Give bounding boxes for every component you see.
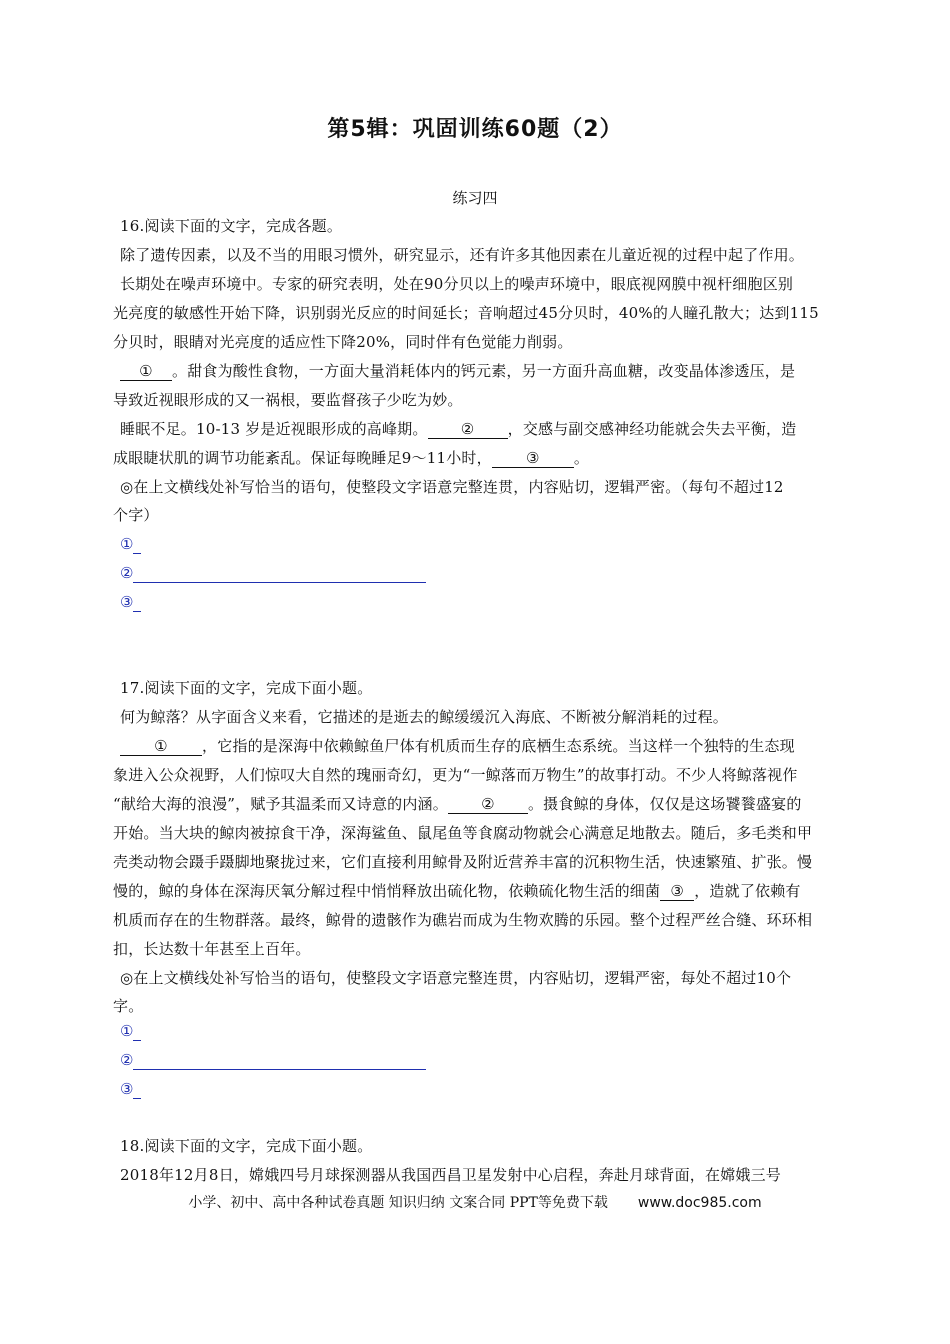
q18-paragraph: 2018年12月8日，嫦娥四号月球探测器从我国西昌卫星发射中心启程，奔赴月球背面，在嫦娥三号 — [120, 1166, 782, 1184]
footer-url[interactable]: www.doc985.com — [637, 1195, 762, 1211]
q17-paragraph: ① ，它指的是深海中依赖鲸鱼尸体有机质而生存的底栖生态系统。当这样一个独特的生态现 — [120, 736, 880, 756]
q16-paragraph: ① 。甜食为酸性食物，一方面大量消耗体内的钙元素，另一方面升高血糖，改变晶体渗透压，是 — [120, 361, 880, 381]
q16-paragraph: 睡眠不足。10-13 岁是近视眼形成的高峰期。 ② ，交感与副交感神经功能就会失去平衡，造 — [120, 420, 797, 438]
q16-blank-2: ② — [428, 420, 508, 439]
q16-instruction: 个字） — [113, 506, 159, 524]
q17-answer-1[interactable]: ① — [120, 1021, 141, 1041]
q17-heading: 17.阅读下面的文字，完成下面小题。 — [120, 679, 373, 697]
q16-paragraph: 分贝时，眼睛对光亮度的适应性下降20%，同时伴有色觉能力削弱。 — [113, 333, 573, 351]
q16-paragraph: 成眼睫状肌的调节功能紊乱。保证每晚睡足9～11小时， ③ 。 — [113, 449, 590, 467]
q17-instruction: ◎在上文横线处补写恰当的语句，使整段文字语意完整连贯，内容贴切，逻辑严密，每处不超过10个 — [120, 969, 792, 987]
page-footer — [0, 1192, 950, 1212]
q16-blank-3: ③ — [492, 449, 574, 468]
q16-paragraph: 光亮度的敏感性开始下降，识别弱光反应的时间延长；音响超过45分贝时，40%的人瞳孔散大；达到115 — [113, 304, 819, 322]
q17-blank-3: ③ — [660, 882, 694, 901]
q17-paragraph: 扣，长达数十年甚至上百年。 — [113, 940, 311, 958]
q17-paragraph: 何为鲸落？从字面含义来看，它描述的是逝去的鲸缓缓沉入海底、不断被分解消耗的过程。 — [120, 708, 729, 726]
q16-blank-1: ① — [120, 362, 172, 381]
q16-paragraph: 除了遗传因素，以及不当的用眼习惯外，研究显示，还有许多其他因素在儿童近视的过程中起了作用。 — [120, 246, 805, 264]
q16-answer-3[interactable]: ③ — [120, 592, 141, 612]
q18-heading: 18.阅读下面的文字，完成下面小题。 — [120, 1137, 373, 1155]
q17-paragraph: “献给大海的浪漫”，赋予其温柔而又诗意的内涵。 ② 。摄食鲸的身体，仅仅是这场饕餮盛宴的 — [113, 795, 802, 813]
q16-paragraph: 长期处在噪声环境中。专家的研究表明，处在90分贝以上的噪声环境中，眼底视网膜中视杆细胞区别 — [120, 275, 794, 293]
section-subtitle: 练习四 — [452, 189, 498, 207]
q16-heading: 16.阅读下面的文字，完成各题。 — [120, 217, 343, 235]
footer-text: 小学、初中、高中各种试卷真题 知识归纳 文案合同 PPT等免费下载 — [188, 1195, 608, 1211]
q16-instruction: ◎在上文横线处补写恰当的语句，使整段文字语意完整连贯，内容贴切，逻辑严密。（每句不超过12 — [120, 478, 784, 496]
q17-paragraph: 象进入公众视野，人们惊叹大自然的瑰丽奇幻，更为“一鲸落而万物生”的故事打动。不少人将鲸落视作 — [113, 766, 798, 784]
q17-answer-3[interactable]: ③ — [120, 1079, 141, 1099]
q17-paragraph: 开始。当大块的鲸肉被掠食干净，深海鲨鱼、鼠尾鱼等食腐动物就会心满意足地散去。随后，多毛类和甲 — [113, 824, 813, 842]
q17-blank-2: ② — [448, 795, 528, 814]
q16-answer-1[interactable]: ① — [120, 534, 141, 554]
q17-paragraph: 壳类动物会蹑手蹑脚地聚拢过来，它们直接利用鲸骨及附近营养丰富的沉积物生活，快速繁殖、扩张。慢 — [113, 853, 813, 871]
q17-blank-1: ① — [120, 737, 202, 756]
q17-paragraph: 机质而存在的生物群落。最终，鲸骨的遗骸作为礁岩而成为生物欢腾的乐园。整个过程严丝合缝、环环相 — [113, 911, 813, 929]
q17-instruction: 字。 — [113, 997, 144, 1015]
q16-paragraph: 导致近视眼形成的又一祸根，要监督孩子少吃为妙。 — [113, 391, 463, 409]
q16-answer-2[interactable]: ② — [120, 563, 426, 583]
q17-paragraph: 慢的，鲸的身体在深海厌氧分解过程中悄悄释放出硫化物，依赖硫化物生活的细菌 ③ ，造就了依赖有 — [113, 882, 801, 900]
page-title: 第5辑：巩固训练60题（2） — [327, 117, 623, 142]
q17-answer-2[interactable]: ② — [120, 1050, 426, 1070]
